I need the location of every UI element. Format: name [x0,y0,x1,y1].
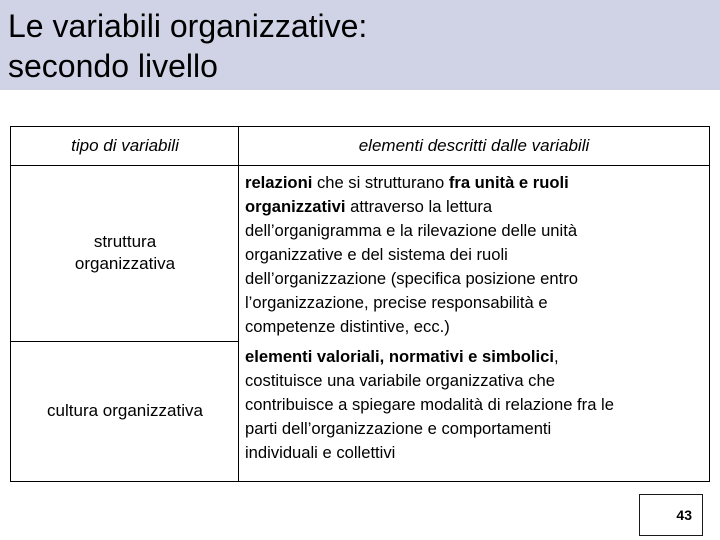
desc-bold-run: relazioni [245,173,313,192]
desc-text-run: , [553,347,559,366]
desc-bold-run: organizzativi [245,197,346,216]
header-cell-elements [239,127,709,165]
desc-text-run: individuali e collettivi [245,443,396,462]
column-divider [238,127,239,481]
row-2-type-cell [11,341,239,481]
desc-bold-run: fra unità e ruoli [448,173,569,192]
desc-text-run: attraverso la lettura [345,197,493,216]
desc-text-run: dell’organizzazione (specifica posizione entro [245,269,578,288]
slide-title-line-1: Le variabili organizzative: [8,8,368,44]
desc-text-run: competenze distintive, ecc.) [245,317,450,336]
row-1-description [239,171,709,341]
desc-text-run: costituisce una variabile organizzativa che [245,371,555,390]
row-2-type-label: cultura organizzativa [47,401,203,420]
slide-title [8,6,367,86]
desc-text-run: che si strutturano [312,173,449,192]
variables-table [10,126,710,482]
row-2-description [239,345,709,481]
desc-text-run: dell’organigramma e la rilevazione delle unità [245,221,578,240]
page-number: 43 [676,507,692,523]
row-1-type-line-1: struttura [93,232,157,251]
row-divider [11,341,239,342]
desc-text-run: parti dell’organizzazione e comportamenti [245,419,552,438]
desc-text-run: organizzative e del sistema dei ruoli [245,245,508,264]
row-1-type-cell [11,165,239,341]
desc-bold-run: elementi valoriali, normativi e simbolici [245,347,554,366]
header-type-label: tipo di variabili [71,136,179,155]
header-cell-type [11,127,239,165]
slide-title-line-2: secondo livello [8,48,218,84]
desc-text-run: l’organizzazione, precise responsabilità e [245,293,548,312]
desc-text-run: contribuisce a spiegare modalità di relazione fra le [245,395,614,414]
page-number-box [639,494,703,536]
header-elements-label: elementi descritti dalle variabili [358,136,590,155]
header-divider [11,165,709,166]
row-1-type-line-2: organizzativa [74,254,176,273]
